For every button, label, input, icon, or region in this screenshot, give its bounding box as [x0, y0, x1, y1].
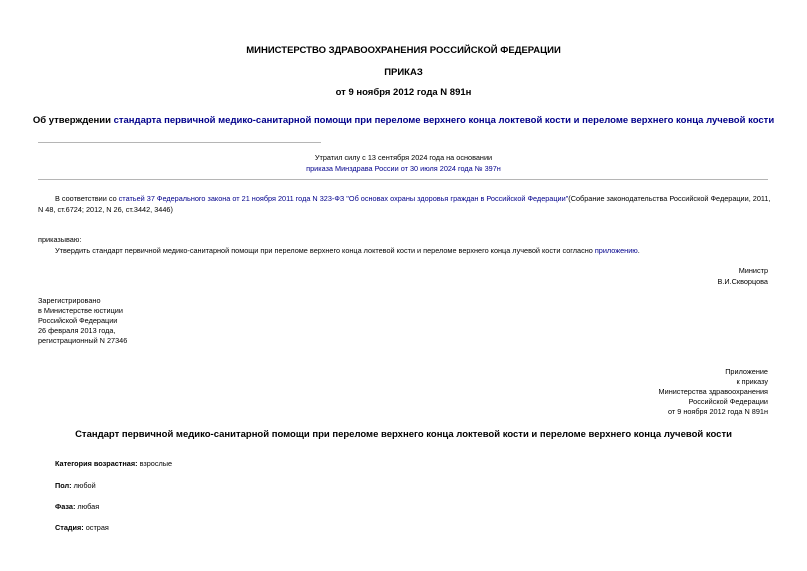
field-label: Стадия: [55, 523, 84, 532]
field-label: Фаза: [55, 502, 76, 511]
separator-short [38, 142, 321, 143]
field-label: Пол: [55, 481, 72, 490]
order-end: . [637, 246, 640, 255]
field-value: любая [75, 502, 100, 511]
registration-line: регистрационный N 27346 [38, 336, 128, 345]
separator-full [38, 179, 768, 180]
status-note: Утратил силу с 13 сентября 2024 года на основании [314, 153, 493, 162]
field-age-category [55, 459, 172, 469]
registration-block [38, 296, 127, 346]
order-text [55, 246, 640, 256]
preamble-law-link[interactable]: статьей 37 Федерального закона от 21 ноября 2011 года N 323-ФЗ "Об основах охраны здоровья граждан в Российской Федерации" [118, 194, 569, 203]
preamble-source: (Собрание законодательства Российской Федерации, 2011, [568, 194, 771, 203]
doc-title-prefix: Об утверждении [32, 115, 114, 126]
preamble-text: В соответствии со [55, 194, 119, 203]
appendix-line: Российской Федерации [688, 397, 768, 406]
appendix-line: от 9 ноября 2012 года N 891н [667, 407, 768, 416]
doc-date-number: от 9 ноября 2012 года N 891н [335, 87, 472, 98]
registration-line: Российской Федерации [38, 316, 118, 325]
registration-line: Зарегистрировано [38, 296, 101, 305]
field-value: взрослые [137, 459, 173, 468]
appendix-line: Приложение [725, 367, 768, 376]
field-stage [55, 523, 109, 533]
ministry-heading: МИНИСТЕРСТВО ЗДРАВООХРАНЕНИЯ РОССИЙСКОЙ ФЕДЕРАЦИИ [246, 45, 561, 56]
field-value: любой [71, 481, 96, 490]
doc-title [0, 115, 807, 126]
registration-line: 26 февраля 2013 года, [38, 326, 116, 335]
preamble-line-1 [55, 194, 771, 204]
order-body: Утвердить стандарт первичной медико-санитарной помощи при переломе верхнего конца локтевой кости и переломе верхнего конца лучевой кости согласно [55, 246, 595, 255]
field-value: острая [83, 523, 109, 532]
signature-name: В.И.Скворцова [717, 277, 768, 286]
doc-title-link[interactable]: стандарта первичной медико-санитарной помощи при переломе верхнего конца локтевой кости и переломе верхнего конца лучевой кости [113, 115, 775, 126]
field-sex [55, 481, 96, 491]
appendix-block [568, 367, 768, 417]
appendix-line: Министерства здравоохранения [658, 387, 768, 396]
field-label: Категория возрастная: [55, 459, 138, 468]
order-label: приказываю: [38, 235, 82, 244]
preamble-line-2: N 48, ст.6724; 2012, N 26, ст.3442, 3446) [38, 205, 173, 214]
registration-line: в Министерстве юстиции [38, 306, 123, 315]
status-note-link[interactable]: приказа Минздрава России от 30 июля 2024 года № 397н [306, 164, 501, 173]
signature-position: Министр [738, 266, 768, 275]
appendix-line: к приказу [736, 377, 768, 386]
appendix-link[interactable]: приложению [594, 246, 638, 255]
standard-title: Стандарт первичной медико-санитарной помощи при переломе верхнего конца локтевой кости и переломе верхнего конца лучевой кости [75, 429, 732, 440]
doc-type-heading: ПРИКАЗ [384, 67, 423, 78]
field-phase [55, 502, 99, 512]
